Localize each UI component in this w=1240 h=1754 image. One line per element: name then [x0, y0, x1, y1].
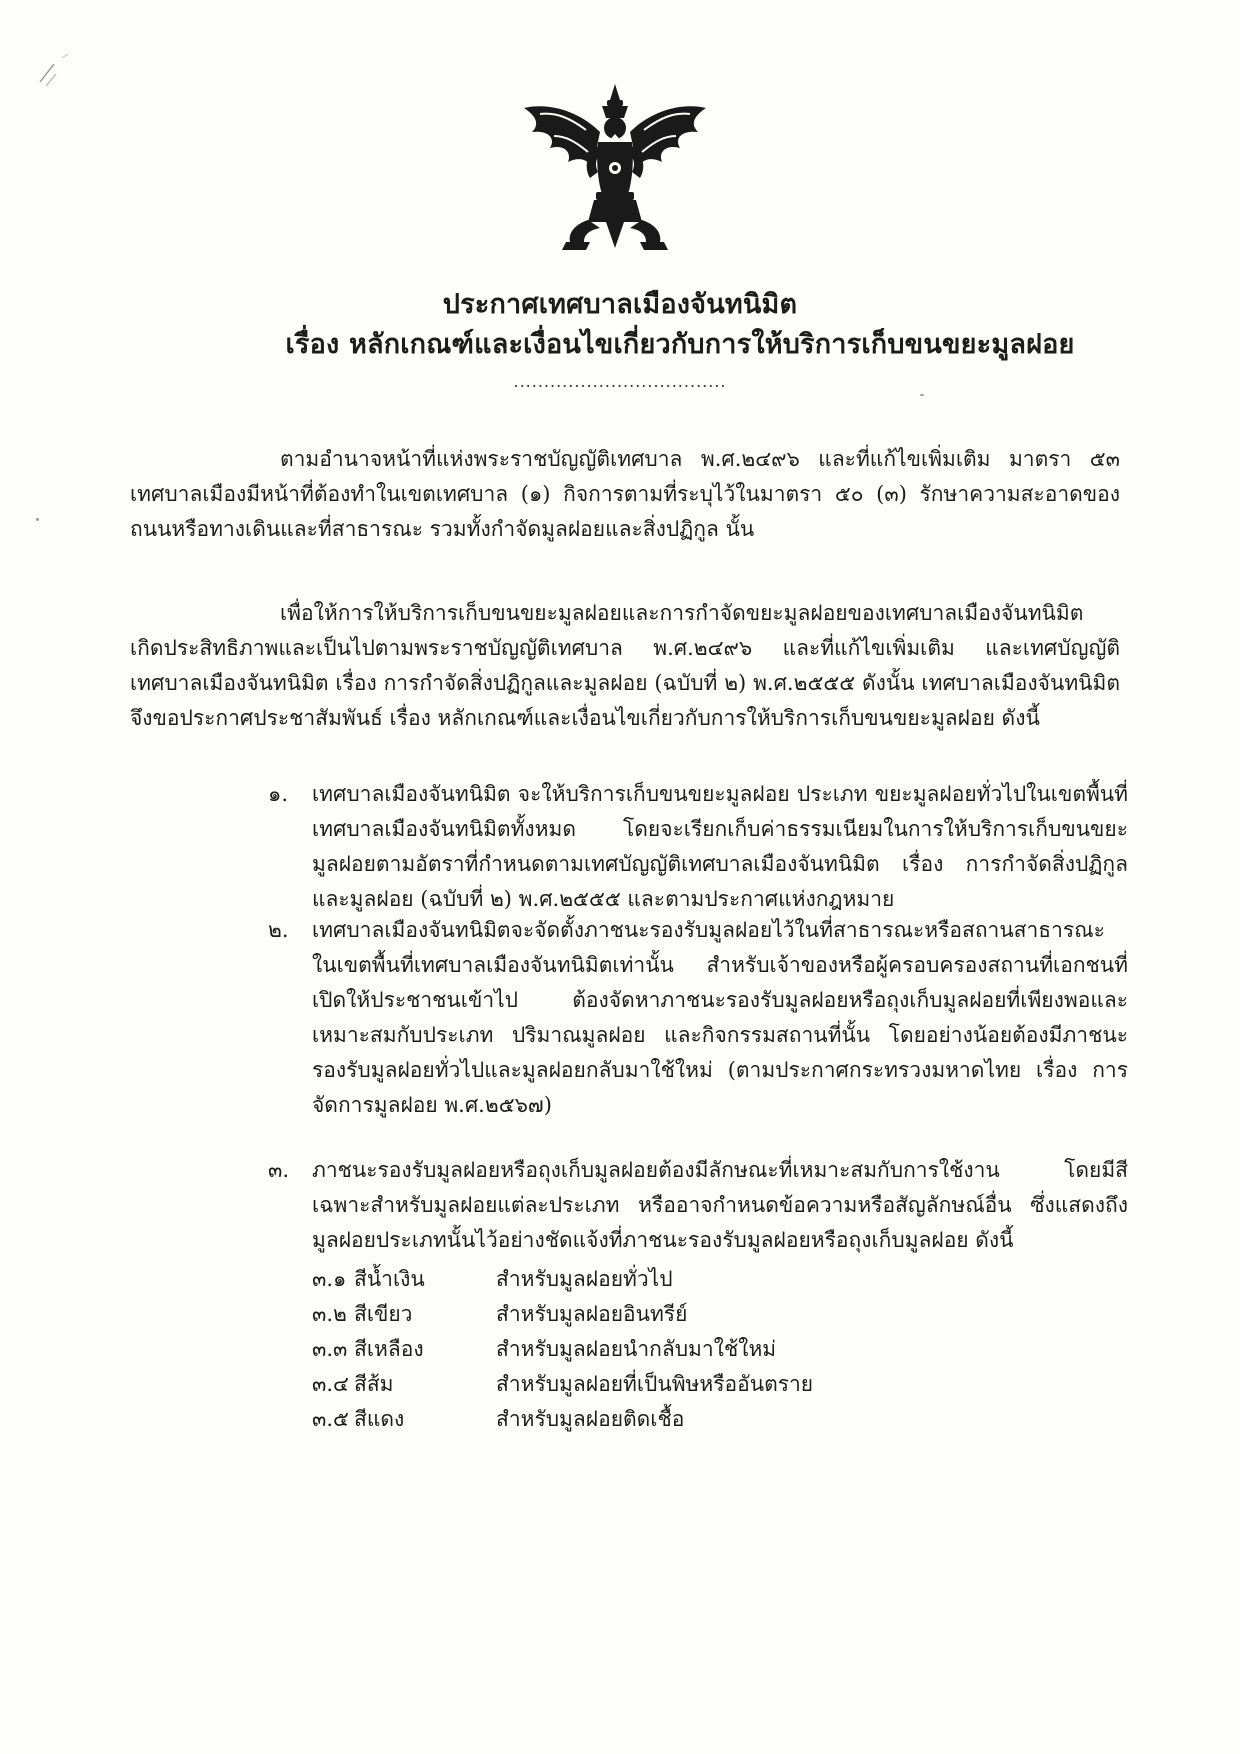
color-name: สีเหลือง — [354, 1337, 424, 1361]
numbered-item — [268, 913, 1128, 1123]
preamble-paragraph — [130, 442, 1120, 547]
item-text: ภาชนะรองรับมูลฝอยหรือถุงเก็บมูลฝอยต้องมีลักษณะที่เหมาะสมกับการใช้งาน โดยมีสีเฉพาะสำหรับมูลฝอยแต่ละประเภท หรืออาจกำหนดข้อความหรือสัญลักษณ์อื่น ซึ่งแสดงถึงมูลฝอยประเภทนั้นไว้อย่างชัดแจ้งที่ภาชนะรองรับมูลฝอยหรือถุงเก็บมูลฝอย ดังนี้ — [312, 1158, 1128, 1252]
numbered-item — [268, 777, 1128, 917]
color-name: สีน้ำเงิน — [354, 1267, 425, 1291]
document-subject: เรื่อง หลักเกณฑ์และเงื่อนไขเกี่ยวกับการให้บริการเก็บขนขยะมูลฝอย — [285, 329, 1075, 360]
numbered-item — [268, 1153, 1128, 1258]
item-number: ๓. — [268, 1158, 290, 1182]
color-code-number: ๓.๑ — [312, 1267, 347, 1291]
color-code-row — [312, 1262, 1112, 1297]
scan-speck — [36, 518, 39, 521]
color-code-row — [312, 1402, 1112, 1437]
scan-speck — [920, 394, 924, 396]
paragraph-text: เพื่อให้การให้บริการเก็บขนขยะมูลฝอยและการกำจัดขยะมูลฝอยของเทศบาลเมืองจันทนิมิต เกิดประสิทธิภาพและเป็นไปตามพระราชบัญญัติเทศบาล พ.ศ.๒๔๙๖ และที่แก้ไขเพิ่มเติม และเทศบัญญัติเทศบาลเมืองจันทนิมิต เรื่อง การกำจัดสิ่งปฏิกูลและมูลฝอย (ฉบับที่ ๒) พ.ศ.๒๕๕๕ ดังนั้น เทศบาลเมืองจันทนิมิต จึงขอประกาศประชาสัมพันธ์ เรื่อง หลักเกณฑ์และเงื่อนไขเกี่ยวกับการให้บริการเก็บขนขยะมูลฝอย ดังนี้ — [130, 601, 1120, 730]
color-name: สีแดง — [354, 1407, 405, 1431]
color-code-row — [312, 1332, 1112, 1367]
color-code-row — [312, 1297, 1112, 1332]
color-code-number: ๓.๒ — [312, 1302, 347, 1326]
item-number: ๒. — [268, 918, 289, 942]
color-name: สีเขียว — [354, 1302, 413, 1326]
garuda-emblem — [510, 82, 720, 252]
scan-smudge-mark — [32, 52, 92, 112]
color-name: สีส้ม — [354, 1372, 394, 1396]
purpose-paragraph — [130, 596, 1120, 736]
color-code-list — [312, 1262, 1112, 1437]
item-text: เทศบาลเมืองจันทนิมิต จะให้บริการเก็บขนขยะมูลฝอย ประเภท ขยะมูลฝอยทั่วไปในเขตพื้นที่เทศบาลเมืองจันทนิมิตทั้งหมด โดยจะเรียกเก็บค่าธรรมเนียมในการให้บริการเก็บขนขยะมูลฝอยตามอัตราที่กำหนดตามเทศบัญญัติเทศบาลเมืองจันทนิมิต เรื่อง การกำจัดสิ่งปฏิกูลและมูลฝอย (ฉบับที่ ๒) พ.ศ.๒๕๕๕ และตามประกาศแห่งกฎหมาย — [312, 782, 1128, 911]
item-number: ๑. — [268, 782, 289, 806]
paragraph-text: ตามอำนาจหน้าที่แห่งพระราชบัญญัติเทศบาล พ.ศ.๒๔๙๖ และที่แก้ไขเพิ่มเติม มาตรา ๕๓ เทศบาลเมืองมีหน้าที่ต้องทำในเขตเทศบาล (๑) กิจการตามที่ระบุไว้ในมาตรา ๕๐ (๓) รักษาความสะอาดของถนนหรือทางเดินและที่สาธารณะ รวมทั้งกำจัดมูลฝอยและสิ่งปฏิกูล นั้น — [130, 447, 1120, 541]
color-code-number: ๓.๔ — [312, 1372, 349, 1396]
title-divider: ................................... — [513, 372, 727, 391]
color-description: สำหรับมูลฝอยติดเชื้อ — [496, 1407, 685, 1431]
color-description: สำหรับมูลฝอยอินทรีย์ — [496, 1302, 688, 1326]
color-description: สำหรับมูลฝอยทั่วไป — [496, 1267, 673, 1291]
document-title: ประกาศเทศบาลเมืองจันทนิมิต — [442, 289, 798, 320]
color-code-number: ๓.๕ — [312, 1407, 349, 1431]
color-code-number: ๓.๓ — [312, 1337, 348, 1361]
item-text: เทศบาลเมืองจันทนิมิตจะจัดตั้งภาชนะรองรับมูลฝอยไว้ในที่สาธารณะหรือสถานสาธารณะในเขตพื้นที่เทศบาลเมืองจันทนิมิตเท่านั้น สำหรับเจ้าของหรือผู้ครอบครองสถานที่เอกชนที่เปิดให้ประชาชนเข้าไป ต้องจัดหาภาชนะรองรับมูลฝอยหรือถุงเก็บมูลฝอยที่เพียงพอและเหมาะสมกับประเภท ปริมาณมูลฝอย และกิจกรรมสถานที่นั้น โดยอย่างน้อยต้องมีภาชนะรองรับมูลฝอยทั่วไปและมูลฝอยกลับมาใช้ใหม่ (ตามประกาศกระทรวงมหาดไทย เรื่อง การจัดการมูลฝอย พ.ศ.๒๕๖๗) — [312, 918, 1128, 1117]
color-code-row — [312, 1367, 1112, 1402]
color-description: สำหรับมูลฝอยนำกลับมาใช้ใหม่ — [496, 1337, 777, 1361]
color-description: สำหรับมูลฝอยที่เป็นพิษหรืออันตราย — [496, 1372, 814, 1396]
